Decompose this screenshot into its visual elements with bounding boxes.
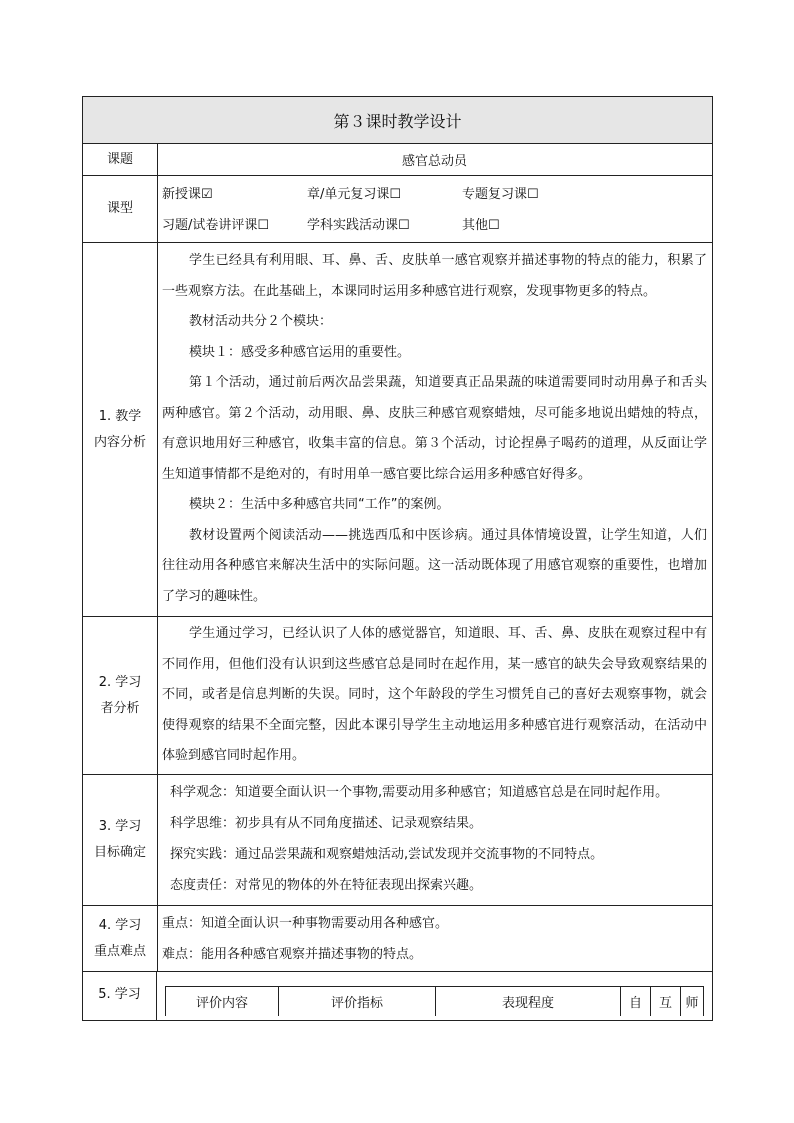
eval-header-peer: 互 [651,987,681,1016]
learner-analysis-text: 学生通过学习，已经认识了人体的感觉器官，知道眼、耳、舌、鼻、皮肤在观察过程中有不同作用，但他们没有认识到这些感官总是同时在起作用，某一感官的缺失会导致观察结果的不同，或者是信息判断的失误。同时，这个年龄段的学生习惯凭自己的喜好去观察事物，就会使得观察的结果不全面完整，因此本课引导学生主动地运用多种感官进行观察活动，在活动中体验到感官同时起作用。 [162,626,707,763]
objectives-list [157,775,712,905]
content-paragraph: 学生已经具有利用眼、耳、鼻、舌、皮肤单一感官观察并描述事物的特点的能力，积累了一些观察方法。在此基础上，本课同时运用多种感官进行观察，发现事物更多的特点。 [162,253,707,299]
content-analysis-text [157,243,712,616]
key-points-label: 4. 学习 重点难点 [83,906,158,971]
objective-item: 探究实践：通过品尝果蔬和观察蜡烛活动,尝试发现并交流事物的不同特点。 [170,847,604,862]
evaluation-label: 5. 学习 [83,972,157,1020]
type-option-new: 新授课☑ [162,187,213,202]
type-option-topic-review: 专题复习课☐ [462,187,539,202]
evaluation-table [157,972,712,1020]
content-analysis-label: 1. 教学 内容分析 [83,243,158,616]
lesson-row [83,143,712,175]
content-paragraph: 教材设置两个阅读活动——挑选西瓜和中医诊病。通过具体情境设置，让学生知道，人们往往动用各种感官来解决生活中的实际问题。这一活动既体现了用感官观察的重要性，也增加了学习的趣味性。 [162,527,707,604]
key-points-text [157,906,712,971]
type-option-other: 其他☐ [462,218,500,233]
objectives-row [83,774,712,905]
content-paragraph: 模块２：生活中多种感官共同“工作”的案例。 [189,497,450,512]
focus-point: 重点：知道全面认识一种事物需要动用各种感官。 [162,916,449,931]
objective-item: 科学思维：初步具有从不同角度描述、记录观察结果。 [170,816,483,831]
objective-item: 态度责任：对常见的物体的外在特征表现出探索兴趣。 [170,878,483,893]
content-paragraph: 教材活动共分２个模块： [189,314,333,329]
type-label: 课型 [83,176,158,242]
type-option-exercise: 习题/试卷讲评课☐ [162,218,270,233]
learner-analysis-row [83,616,712,774]
table-title: 第３课时教学设计 [83,97,712,143]
lesson-name: 感官总动员 [401,154,467,169]
type-row [83,175,712,242]
objectives-label: 3. 学习 目标确定 [83,775,158,905]
eval-header-teacher: 师 [685,996,699,1011]
type-option-practice: 学科实践活动课☐ [307,218,410,233]
eval-header-performance: 表现程度 [436,987,621,1016]
objective-item: 科学观念：知道要全面认识一个事物,需要动用多种感官；知道感官总是在同时起作用。 [170,785,669,800]
content-paragraph: 模块１：感受多种感官运用的重要性。 [189,344,411,360]
content-paragraph: 第１个活动，通过前后两次品尝果蔬，知道要真正品果蔬的味道需要同时动用鼻子和舌头两种感官。第２个活动，动用眼、鼻、皮肤三种感官观察蜡烛，尽可能多地说出蜡烛的特点，有意识地用好三种感官，收集丰富的信息。第３个活动，讨论捏鼻子喝药的道理，从反面让学生知道事情都不是绝对的，有时用单一感官要比综合运用多种感官好得多。 [162,375,707,482]
evaluation-row [83,971,712,1020]
lesson-design-table [82,96,713,1021]
eval-header-indicator: 评价指标 [279,987,436,1016]
content-analysis-row [83,242,712,616]
key-points-row [83,905,712,971]
eval-header-self: 自 [621,987,651,1016]
type-option-unit-review: 章/单元复习课☐ [307,187,402,202]
eval-header-content: 评价内容 [166,987,279,1016]
type-options [157,176,712,242]
difficult-point: 难点：能用各种感官观察并描述事物的特点。 [162,947,423,962]
learner-analysis-label: 2. 学习 者分析 [83,617,158,774]
lesson-label: 课题 [83,144,158,175]
evaluation-header-row [165,986,704,1016]
